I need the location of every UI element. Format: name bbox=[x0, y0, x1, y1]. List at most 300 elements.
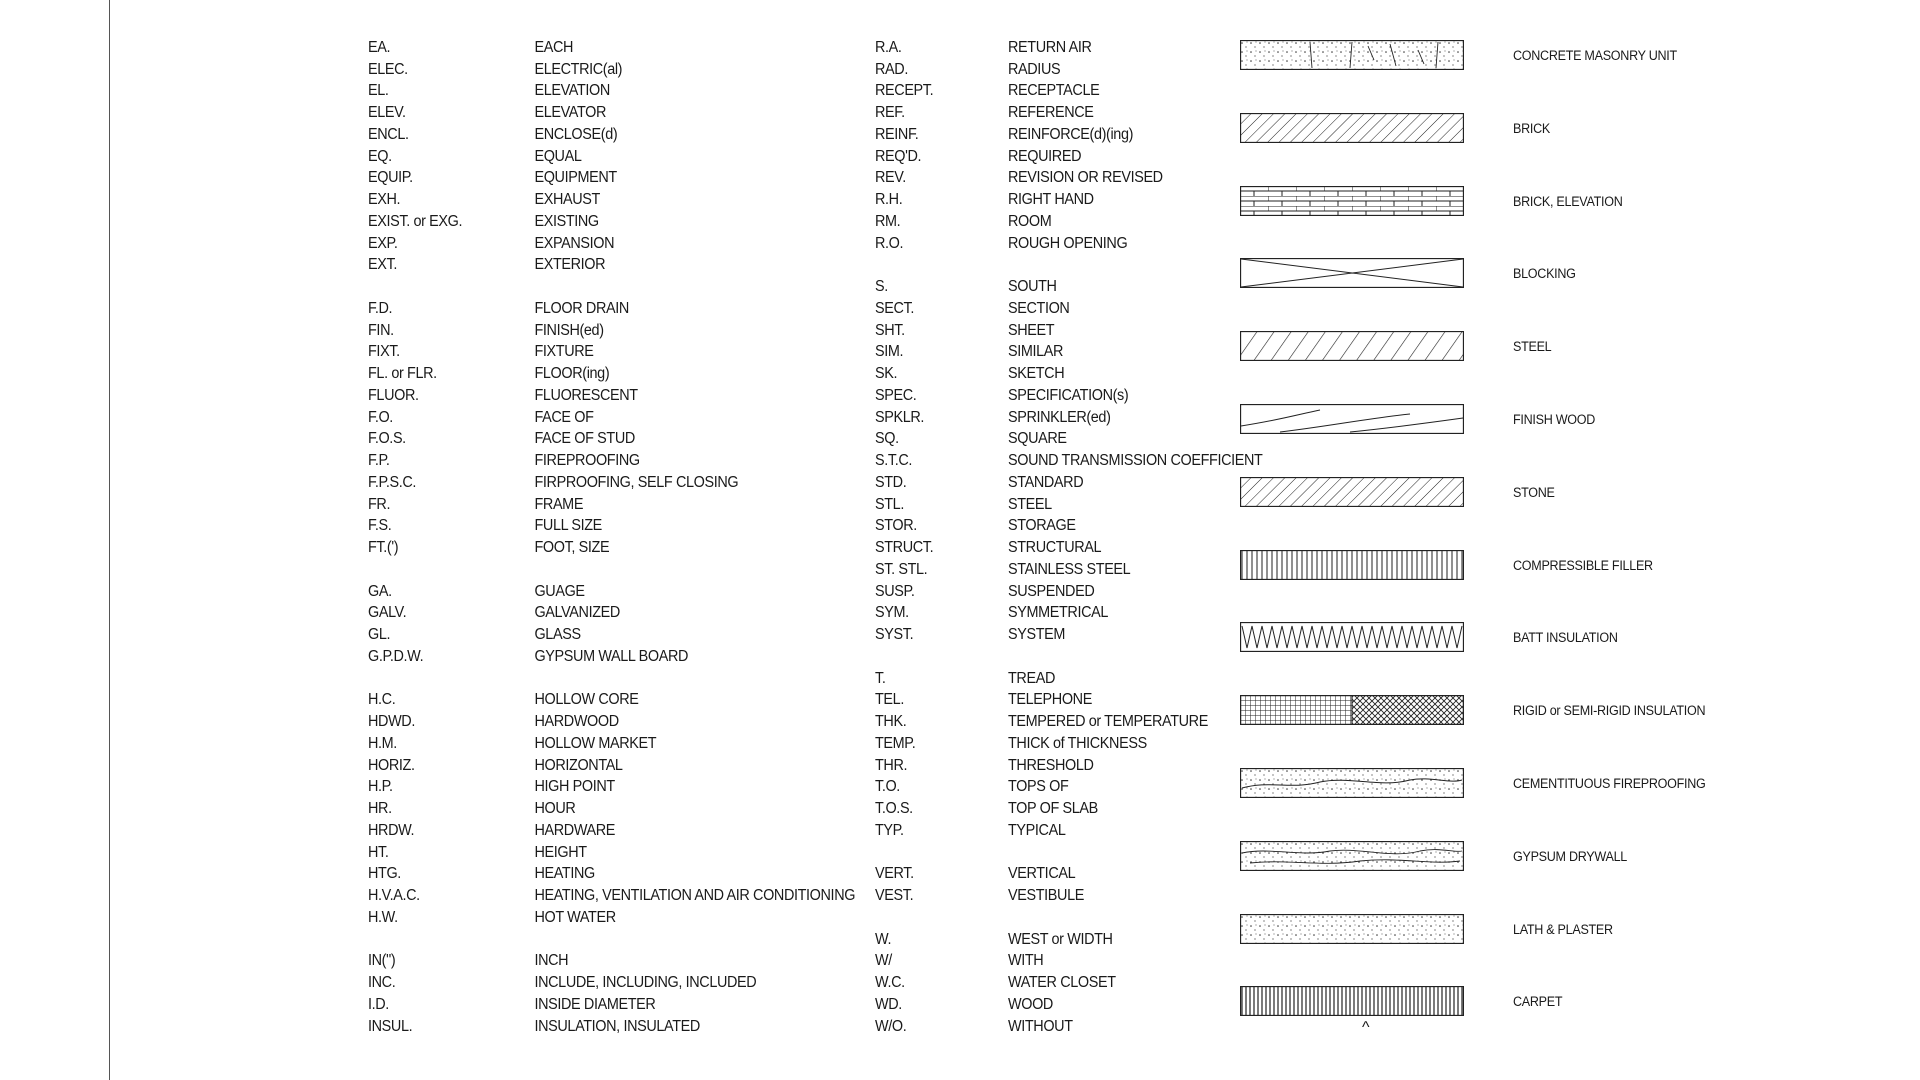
stone-hatch-icon bbox=[1240, 477, 1464, 507]
abbreviation-row bbox=[875, 450, 1262, 472]
abbreviation-code: T. bbox=[875, 669, 886, 687]
abbreviation-code: FIXT. bbox=[368, 343, 400, 361]
abbreviation-meaning: FACE OF bbox=[534, 408, 594, 426]
abbreviation-code: TYP. bbox=[875, 821, 904, 839]
legend-item-steel bbox=[1240, 331, 1800, 363]
legend-item-cementitious bbox=[1240, 768, 1800, 800]
abbreviation-meaning: RECEPTACLE bbox=[1007, 82, 1100, 100]
abbreviation-meaning: ELEVATION bbox=[534, 82, 610, 100]
abbreviation-meaning: STEEL bbox=[1007, 495, 1052, 513]
abbreviation-row bbox=[875, 124, 1262, 146]
abbreviation-meaning: STANDARD bbox=[1007, 473, 1084, 491]
abbreviation-code: H.C. bbox=[368, 691, 396, 709]
abbreviation-column-1 bbox=[368, 37, 892, 1038]
abbreviation-meaning: ELECTRIC(al) bbox=[534, 60, 623, 78]
abbreviation-code: W/O. bbox=[875, 1017, 907, 1035]
legend-item-batt-insulation bbox=[1240, 622, 1800, 654]
abbreviation-row bbox=[368, 516, 855, 538]
legend-label: STEEL bbox=[1513, 339, 1552, 355]
legend-label: CEMENTITUOUS FIREPROOFING bbox=[1513, 776, 1706, 791]
abbreviation-meaning: EXPANSION bbox=[534, 234, 615, 252]
abbreviation-row bbox=[368, 363, 855, 385]
abbreviation-row bbox=[875, 864, 1262, 886]
abbreviation-row bbox=[875, 690, 1262, 712]
legend-label: BRICK, ELEVATION bbox=[1513, 193, 1623, 209]
abbreviation-meaning: HEATING, VENTILATION AND AIR CONDITIONING bbox=[534, 887, 856, 905]
abbreviation-code: WD. bbox=[875, 995, 902, 1013]
abbreviation-code: R.O. bbox=[875, 234, 904, 252]
abbreviation-row bbox=[368, 864, 855, 886]
abbreviation-meaning: TREAD bbox=[1007, 669, 1055, 687]
lath-plaster-hatch-icon bbox=[1240, 914, 1464, 944]
legend-item-brick-elevation bbox=[1240, 186, 1800, 218]
abbreviation-code: SUSP. bbox=[875, 582, 915, 600]
abbreviation-code: ENCL. bbox=[368, 125, 409, 143]
abbreviation-row bbox=[875, 211, 1262, 233]
abbreviation-row bbox=[368, 276, 855, 298]
abbreviation-meaning: TYPICAL bbox=[1007, 821, 1066, 839]
abbreviation-row bbox=[875, 711, 1262, 733]
abbreviation-row bbox=[875, 559, 1262, 581]
abbreviation-row bbox=[875, 407, 1262, 429]
abbreviation-meaning: EXISTING bbox=[534, 212, 599, 230]
abbreviation-code: SPKLR. bbox=[875, 408, 925, 426]
abbreviation-code: STRUCT. bbox=[875, 539, 934, 557]
batt-insulation-hatch-icon bbox=[1240, 622, 1464, 652]
abbreviation-code: R.A. bbox=[875, 38, 902, 56]
abbreviation-code: REINF. bbox=[875, 125, 919, 143]
abbreviation-code: TEL. bbox=[875, 691, 904, 709]
abbreviation-row bbox=[875, 276, 1262, 298]
abbreviation-row bbox=[875, 59, 1262, 81]
legend-item-rigid-insulation bbox=[1240, 695, 1800, 727]
abbreviation-row bbox=[368, 907, 855, 929]
abbreviation-row bbox=[875, 472, 1262, 494]
abbreviation-code: F.D. bbox=[368, 299, 393, 317]
abbreviation-meaning: INSULATION, INSULATED bbox=[534, 1017, 700, 1035]
abbreviation-code: INC. bbox=[368, 974, 396, 992]
abbreviation-row bbox=[368, 342, 855, 364]
sheet-border-line bbox=[109, 0, 110, 1080]
abbreviation-row bbox=[875, 81, 1262, 103]
abbreviation-meaning: SOUND TRANSMISSION COEFFICIENT bbox=[1007, 452, 1263, 470]
abbreviation-row bbox=[875, 189, 1262, 211]
abbreviation-meaning: WOOD bbox=[1007, 995, 1053, 1013]
abbreviation-row bbox=[368, 733, 855, 755]
abbreviation-row bbox=[368, 690, 855, 712]
abbreviation-code: HR. bbox=[368, 800, 392, 818]
abbreviation-meaning: SKETCH bbox=[1007, 365, 1065, 383]
abbreviation-row bbox=[368, 755, 855, 777]
abbreviation-meaning: THRESHOLD bbox=[1007, 756, 1094, 774]
abbreviation-row bbox=[875, 842, 1262, 864]
abbreviation-code: HRDW. bbox=[368, 821, 415, 839]
abbreviation-row bbox=[875, 972, 1262, 994]
abbreviation-row bbox=[368, 537, 855, 559]
blocking-hatch-icon bbox=[1240, 258, 1464, 288]
abbreviation-meaning: GALVANIZED bbox=[534, 604, 620, 622]
abbreviation-row bbox=[368, 124, 855, 146]
abbreviation-meaning: RADIUS bbox=[1007, 60, 1061, 78]
legend-label: COMPRESSIBLE FILLER bbox=[1513, 557, 1653, 573]
abbreviation-row bbox=[368, 646, 855, 668]
legend-label: RIGID or SEMI-RIGID INSULATION bbox=[1513, 703, 1706, 719]
abbreviation-meaning: RETURN AIR bbox=[1007, 38, 1092, 56]
abbreviation-row bbox=[368, 885, 855, 907]
abbreviation-meaning: GLASS bbox=[534, 626, 581, 644]
abbreviation-code: STL. bbox=[875, 495, 904, 513]
abbreviation-row bbox=[368, 255, 855, 277]
abbreviation-meaning: INCLUDE, INCLUDING, INCLUDED bbox=[534, 974, 757, 992]
abbreviation-meaning: HOLLOW CORE bbox=[534, 691, 639, 709]
abbreviation-row bbox=[368, 711, 855, 733]
abbreviation-meaning: STRUCTURAL bbox=[1007, 539, 1102, 557]
abbreviation-code: IN(") bbox=[368, 952, 396, 970]
abbreviation-code: F.O.S. bbox=[368, 430, 406, 448]
abbreviation-meaning: EXTERIOR bbox=[534, 256, 606, 274]
abbreviation-row bbox=[368, 624, 855, 646]
abbreviation-row bbox=[368, 798, 855, 820]
abbreviation-row bbox=[875, 668, 1262, 690]
rigid-insulation-hatch-icon bbox=[1240, 695, 1464, 725]
abbreviation-meaning: WITHOUT bbox=[1007, 1017, 1073, 1035]
abbreviation-code: SPEC. bbox=[875, 386, 917, 404]
abbreviation-code: THK. bbox=[875, 713, 907, 731]
abbreviation-code: REQ'D. bbox=[875, 147, 922, 165]
abbreviation-meaning: WITH bbox=[1007, 952, 1044, 970]
abbreviation-code: HTG. bbox=[368, 865, 401, 883]
abbreviation-row bbox=[875, 951, 1262, 973]
abbreviation-meaning: HARDWARE bbox=[534, 821, 616, 839]
abbreviation-code: FL. or FLR. bbox=[368, 365, 437, 383]
abbreviation-meaning: ENCLOSE(d) bbox=[534, 125, 618, 143]
abbreviation-row bbox=[368, 429, 855, 451]
abbreviation-code: ST. STL. bbox=[875, 560, 928, 578]
legend-label: CARPET bbox=[1513, 994, 1563, 1010]
abbreviation-code: STOR. bbox=[875, 517, 917, 535]
abbreviation-meaning: EQUAL bbox=[534, 147, 582, 165]
abbreviation-row bbox=[368, 668, 855, 690]
abbreviation-row bbox=[368, 450, 855, 472]
abbreviation-meaning: FIRPROOFING, SELF CLOSING bbox=[534, 473, 739, 491]
abbreviation-row bbox=[368, 320, 855, 342]
abbreviation-row bbox=[368, 820, 855, 842]
abbreviation-code: G.P.D.W. bbox=[368, 647, 424, 665]
steel-hatch-icon bbox=[1240, 331, 1464, 361]
abbreviation-row bbox=[875, 102, 1262, 124]
abbreviation-code: VERT. bbox=[875, 865, 914, 883]
abbreviation-code: INSUL. bbox=[368, 1017, 413, 1035]
abbreviation-meaning: SOUTH bbox=[1007, 278, 1057, 296]
abbreviation-code: I.D. bbox=[368, 995, 389, 1013]
legend-label: BATT INSULATION bbox=[1513, 630, 1618, 646]
abbreviation-code: RM. bbox=[875, 212, 901, 230]
abbreviation-row bbox=[875, 342, 1262, 364]
compressible-filler-hatch-icon bbox=[1240, 550, 1464, 580]
abbreviation-code: SECT. bbox=[875, 299, 915, 317]
abbreviation-meaning: FLUORESCENT bbox=[534, 386, 638, 404]
abbreviation-meaning: GUAGE bbox=[534, 582, 585, 600]
abbreviation-meaning: HOUR bbox=[534, 800, 576, 818]
abbreviation-row bbox=[875, 320, 1262, 342]
abbreviation-code: F.S. bbox=[368, 517, 392, 535]
abbreviation-code: W. bbox=[875, 930, 892, 948]
abbreviation-meaning: TELEPHONE bbox=[1007, 691, 1092, 709]
abbreviation-row bbox=[875, 537, 1262, 559]
abbreviation-meaning: STORAGE bbox=[1007, 517, 1076, 535]
abbreviation-meaning: HEIGHT bbox=[534, 843, 587, 861]
abbreviation-code: S. bbox=[875, 278, 888, 296]
abbreviation-meaning: SPECIFICATION(s) bbox=[1007, 386, 1129, 404]
abbreviation-code: T.O.S. bbox=[875, 800, 913, 818]
abbreviation-code: RAD. bbox=[875, 60, 908, 78]
abbreviation-code: EXT. bbox=[368, 256, 397, 274]
abbreviation-row bbox=[368, 929, 855, 951]
abbreviation-code: GL. bbox=[368, 626, 391, 644]
abbreviation-code: H.P. bbox=[368, 778, 393, 796]
abbreviation-meaning: FOOT, SIZE bbox=[534, 539, 610, 557]
abbreviation-row bbox=[875, 646, 1262, 668]
abbreviation-code: VEST. bbox=[875, 887, 914, 905]
abbreviation-row bbox=[368, 298, 855, 320]
abbreviation-meaning: SHEET bbox=[1007, 321, 1055, 339]
abbreviation-meaning: THICK of THICKNESS bbox=[1007, 734, 1147, 752]
abbreviation-row bbox=[368, 559, 855, 581]
abbreviation-row bbox=[368, 385, 855, 407]
abbreviation-meaning: HEATING bbox=[534, 865, 595, 883]
abbreviation-row bbox=[875, 168, 1262, 190]
legend-label: FINISH WOOD bbox=[1513, 412, 1596, 427]
abbreviation-meaning: SQUARE bbox=[1007, 430, 1067, 448]
legend-label: BLOCKING bbox=[1513, 266, 1576, 282]
abbreviation-row bbox=[368, 59, 855, 81]
legend-item-concrete-masonry bbox=[1240, 40, 1800, 72]
abbreviation-meaning: FULL SIZE bbox=[534, 517, 602, 535]
abbreviation-code: H.M. bbox=[368, 734, 397, 752]
abbreviation-row bbox=[875, 798, 1262, 820]
abbreviation-code: T.O. bbox=[875, 778, 900, 796]
abbreviation-meaning: REFERENCE bbox=[1007, 104, 1094, 122]
legend-label: GYPSUM DRYWALL bbox=[1513, 848, 1628, 864]
abbreviation-row bbox=[368, 1016, 855, 1038]
abbreviation-column-2 bbox=[875, 37, 1292, 1038]
abbreviation-meaning: HOLLOW MARKET bbox=[534, 734, 657, 752]
abbreviation-row bbox=[875, 429, 1262, 451]
abbreviation-code: FIN. bbox=[368, 321, 394, 339]
abbreviation-meaning: RIGHT HAND bbox=[1007, 191, 1094, 209]
abbreviation-row bbox=[875, 755, 1262, 777]
abbreviation-meaning: EACH bbox=[534, 38, 574, 56]
abbreviation-meaning: SECTION bbox=[1007, 299, 1070, 317]
abbreviation-row bbox=[875, 233, 1262, 255]
legend-item-stone bbox=[1240, 477, 1800, 509]
abbreviation-row bbox=[368, 146, 855, 168]
gypsum-hatch-icon bbox=[1240, 841, 1464, 871]
abbreviation-code: FT.(') bbox=[368, 539, 399, 557]
abbreviation-meaning: REINFORCE(d)(ing) bbox=[1007, 125, 1134, 143]
abbreviation-row bbox=[875, 516, 1262, 538]
abbreviation-code: R.H. bbox=[875, 191, 903, 209]
abbreviation-meaning: SPRINKLER(ed) bbox=[1007, 408, 1111, 426]
abbreviation-code: SQ. bbox=[875, 430, 899, 448]
abbreviation-row bbox=[875, 994, 1262, 1016]
abbreviation-row bbox=[875, 494, 1262, 516]
abbreviation-code: EQ. bbox=[368, 147, 392, 165]
abbreviation-meaning: FLOOR DRAIN bbox=[534, 299, 629, 317]
abbreviation-code: EXIST. or EXG. bbox=[368, 212, 463, 230]
abbreviation-code: W.C. bbox=[875, 974, 905, 992]
abbreviation-code: STD. bbox=[875, 473, 907, 491]
abbreviation-row bbox=[368, 168, 855, 190]
abbreviation-code: EA. bbox=[368, 38, 391, 56]
abbreviation-row bbox=[875, 298, 1262, 320]
abbreviation-row bbox=[875, 820, 1262, 842]
abbreviation-row bbox=[368, 777, 855, 799]
abbreviation-row bbox=[368, 994, 855, 1016]
legend-item-blocking bbox=[1240, 258, 1800, 290]
abbreviation-code: TEMP. bbox=[875, 734, 916, 752]
abbreviation-meaning: INCH bbox=[534, 952, 569, 970]
abbreviation-row bbox=[368, 842, 855, 864]
abbreviation-row bbox=[875, 37, 1262, 59]
abbreviation-code: EXH. bbox=[368, 191, 401, 209]
abbreviation-code: FLUOR. bbox=[368, 386, 419, 404]
abbreviation-row bbox=[875, 624, 1262, 646]
cementitious-hatch-icon bbox=[1240, 768, 1464, 798]
legend-item-finish-wood bbox=[1240, 404, 1800, 436]
legend-label: CONCRETE MASONRY UNIT bbox=[1513, 48, 1677, 63]
abbreviation-meaning: HARDWOOD bbox=[534, 713, 619, 731]
abbreviation-meaning: REVISION OR REVISED bbox=[1007, 169, 1163, 187]
abbreviation-meaning: SUSPENDED bbox=[1007, 582, 1095, 600]
legend-label: BRICK bbox=[1513, 120, 1550, 136]
abbreviation-meaning: VERTICAL bbox=[1007, 865, 1076, 883]
concrete-masonry-hatch-icon bbox=[1240, 40, 1464, 70]
abbreviation-row bbox=[875, 929, 1262, 951]
abbreviation-row bbox=[875, 907, 1262, 929]
abbreviation-code: H.V.A.C. bbox=[368, 887, 420, 905]
abbreviation-row bbox=[368, 189, 855, 211]
abbreviation-meaning: TOPS OF bbox=[1007, 778, 1069, 796]
abbreviation-meaning: FIXTURE bbox=[534, 343, 594, 361]
abbreviation-code: EL. bbox=[368, 82, 389, 100]
abbreviation-row bbox=[368, 233, 855, 255]
abbreviation-meaning: GYPSUM WALL BOARD bbox=[534, 647, 689, 665]
abbreviation-code: SHT. bbox=[875, 321, 905, 339]
brick-elevation-hatch-icon bbox=[1240, 186, 1464, 216]
abbreviation-meaning: HIGH POINT bbox=[534, 778, 615, 796]
legend-label: LATH & PLASTER bbox=[1513, 921, 1613, 937]
abbreviation-code: EXP. bbox=[368, 234, 398, 252]
brick-hatch-icon bbox=[1240, 113, 1464, 143]
abbreviation-row bbox=[875, 885, 1262, 907]
abbreviation-code: S.T.C. bbox=[875, 452, 913, 470]
abbreviation-meaning: ROOM bbox=[1007, 212, 1052, 230]
abbreviation-code: ELEC. bbox=[368, 60, 408, 78]
legend-item-carpet bbox=[1240, 986, 1800, 1018]
abbreviation-code: F.P. bbox=[368, 452, 390, 470]
legend-item-gypsum bbox=[1240, 841, 1800, 873]
abbreviation-code: GA. bbox=[368, 582, 392, 600]
legend-item-lath-plaster bbox=[1240, 914, 1800, 946]
abbreviation-row bbox=[368, 472, 855, 494]
abbreviation-meaning: FLOOR(ing) bbox=[534, 365, 610, 383]
abbreviation-meaning: FINISH(ed) bbox=[534, 321, 604, 339]
abbreviation-row bbox=[368, 494, 855, 516]
abbreviation-meaning: SYSTEM bbox=[1007, 626, 1066, 644]
abbreviation-meaning: EQUIPMENT bbox=[534, 169, 617, 187]
legend-item-compressible-filler bbox=[1240, 550, 1800, 582]
abbreviation-code: HDWD. bbox=[368, 713, 415, 731]
abbreviation-code: SYM. bbox=[875, 604, 909, 622]
abbreviation-row bbox=[875, 385, 1262, 407]
abbreviation-meaning: ROUGH OPENING bbox=[1007, 234, 1128, 252]
abbreviation-row bbox=[368, 972, 855, 994]
abbreviation-row bbox=[875, 1016, 1262, 1038]
abbreviation-row bbox=[875, 603, 1262, 625]
abbreviation-row bbox=[368, 211, 855, 233]
abbreviation-row bbox=[368, 407, 855, 429]
abbreviation-code: RECEPT. bbox=[875, 82, 934, 100]
abbreviation-code: REV. bbox=[875, 169, 906, 187]
abbreviation-meaning: STAINLESS STEEL bbox=[1007, 560, 1131, 578]
abbreviation-meaning: FRAME bbox=[534, 495, 584, 513]
abbreviation-code: H.W. bbox=[368, 908, 398, 926]
abbreviation-code: F.O. bbox=[368, 408, 393, 426]
abbreviation-code: THR. bbox=[875, 756, 908, 774]
abbreviation-code: REF. bbox=[875, 104, 905, 122]
abbreviation-code: FR. bbox=[368, 495, 391, 513]
abbreviation-code: EQUIP. bbox=[368, 169, 413, 187]
legend-label: STONE bbox=[1513, 484, 1555, 500]
abbreviation-meaning: HOT WATER bbox=[534, 908, 616, 926]
abbreviation-code: HT. bbox=[368, 843, 389, 861]
abbreviation-meaning: HORIZONTAL bbox=[534, 756, 623, 774]
abbreviation-meaning: REQUIRED bbox=[1007, 147, 1082, 165]
abbreviation-code: ELEV. bbox=[368, 104, 406, 122]
abbreviation-code: F.P.S.C. bbox=[368, 473, 417, 491]
abbreviation-code: W/ bbox=[875, 952, 892, 970]
abbreviation-row bbox=[875, 581, 1262, 603]
abbreviation-meaning: WEST or WIDTH bbox=[1007, 930, 1113, 948]
abbreviation-row bbox=[368, 951, 855, 973]
abbreviation-code: GALV. bbox=[368, 604, 407, 622]
abbreviation-code: SIM. bbox=[875, 343, 904, 361]
abbreviation-row bbox=[368, 581, 855, 603]
abbreviation-meaning: ELEVATOR bbox=[534, 104, 607, 122]
abbreviation-meaning: TOP OF SLAB bbox=[1007, 800, 1098, 818]
abbreviation-meaning: FIREPROOFING bbox=[534, 452, 640, 470]
abbreviation-row bbox=[875, 146, 1262, 168]
abbreviation-meaning: WATER CLOSET bbox=[1007, 974, 1116, 992]
abbreviation-meaning: TEMPERED or TEMPERATURE bbox=[1007, 713, 1208, 731]
abbreviation-row bbox=[875, 777, 1262, 799]
abbreviation-row bbox=[368, 603, 855, 625]
abbreviation-row bbox=[875, 363, 1262, 385]
legend-item-brick bbox=[1240, 113, 1800, 145]
caret-glyph: ^ bbox=[1362, 1019, 1370, 1036]
carpet-hatch-icon bbox=[1240, 986, 1464, 1016]
abbreviation-meaning: VESTIBULE bbox=[1007, 887, 1084, 905]
abbreviation-row bbox=[368, 37, 855, 59]
finish-wood-hatch-icon bbox=[1240, 404, 1464, 434]
abbreviation-row bbox=[875, 733, 1262, 755]
abbreviation-meaning: INSIDE DIAMETER bbox=[534, 995, 656, 1013]
abbreviation-row bbox=[875, 255, 1262, 277]
abbreviation-row bbox=[368, 81, 855, 103]
abbreviation-code: SYST. bbox=[875, 626, 914, 644]
abbreviation-meaning: EXHAUST bbox=[534, 191, 600, 209]
